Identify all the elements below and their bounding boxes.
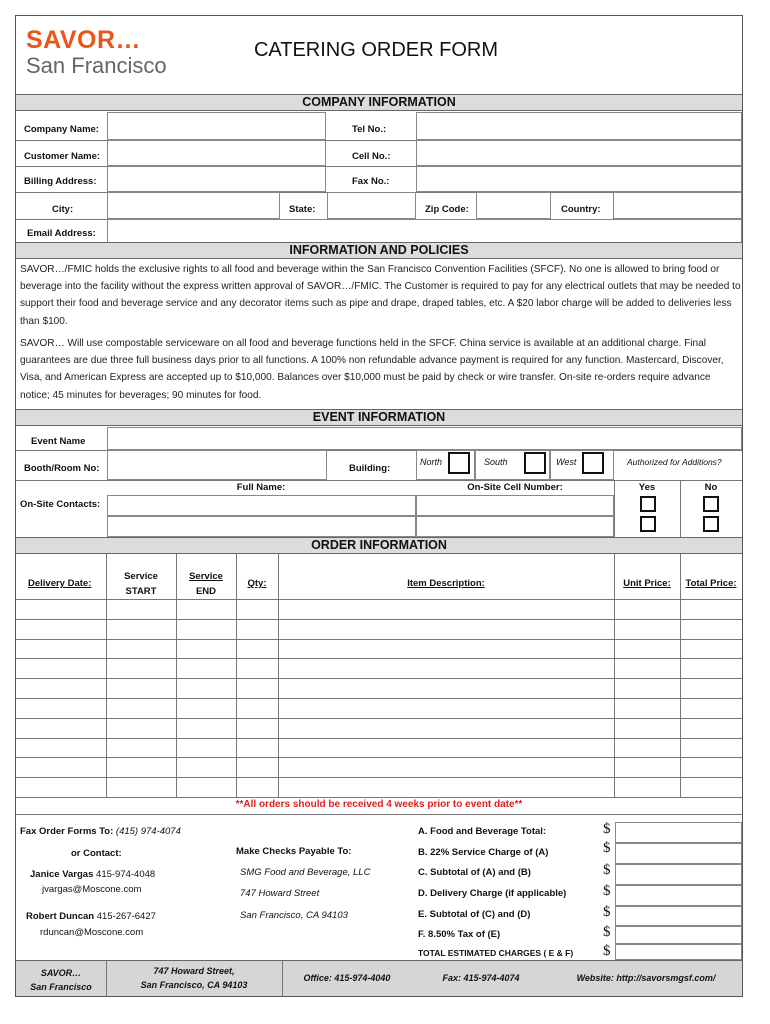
company-name-field[interactable] (107, 112, 326, 140)
company-name-label: Company Name: (24, 124, 99, 135)
onsite-contacts-label: On-Site Contacts: (20, 499, 101, 510)
payee-name: SMG Food and Beverage, LLC (240, 867, 371, 878)
total-a-field[interactable] (615, 822, 742, 843)
dollar-total: $ (603, 943, 611, 959)
footer-website[interactable]: Website: http://savorsmgsf.com/ (576, 973, 716, 983)
service-start-header-top: Service (124, 571, 158, 582)
or-contact-label: or Contact: (71, 848, 122, 859)
footer-address-line1: 747 Howard Street, (153, 966, 235, 976)
south-label: South (484, 457, 508, 467)
total-d-field[interactable] (615, 885, 742, 906)
page-title: CATERING ORDER FORM (253, 39, 499, 61)
contact-2-cell-field[interactable] (416, 516, 614, 537)
west-label: West (556, 457, 577, 467)
billing-address-label: Billing Address: (24, 176, 97, 187)
fax-order-number: (415) 974-4074 (115, 826, 181, 837)
zip-label: Zip Code: (425, 204, 469, 215)
fax-label: Fax No.: (352, 176, 390, 187)
billing-address-field[interactable] (107, 166, 326, 192)
city-label: City: (52, 204, 74, 215)
item-description-header: Item Description: (407, 578, 485, 589)
payee-city: San Francisco, CA 94103 (240, 910, 348, 921)
order-table (16, 554, 742, 797)
total-c-label: C. Subtotal of (A) and (B) (418, 867, 531, 878)
country-field[interactable] (613, 192, 742, 219)
dollar-d: $ (603, 883, 611, 899)
tel-label: Tel No.: (352, 124, 387, 135)
footer-office-phone: Office: 415-974-4040 (303, 973, 391, 983)
contact-2-yes-checkbox[interactable] (640, 516, 656, 532)
total-estimated-label: TOTAL ESTIMATED CHARGES ( E & F) (418, 948, 574, 958)
north-label: North (420, 457, 443, 467)
email-label: Email Address: (27, 228, 96, 239)
fax-order-line (20, 826, 181, 837)
authorized-label: Authorized for Additions? (627, 457, 722, 467)
robert-phone: 415-267-6427 (96, 911, 156, 922)
policy-paragraph-2: SAVOR… Will use compostable serviceware on all food and beverage functions held in the SFCF. China service is available at an additional charge. Final guarantees are due three full business days prior to all functions. A 100% non refundable advance payment is required for any function. Mastercard, Discover, Visa, and American Express are accepted up to $10,000. Balances over $10,000 must be paid by check or wire transfer. On-site re-orders require advance notice; 45 minutes for beverages; 90 minutes for food. (20, 338, 724, 401)
robert-name: Robert Duncan (26, 911, 95, 922)
total-c-field[interactable] (615, 864, 742, 885)
total-e-field[interactable] (615, 906, 742, 926)
event-info-header: EVENT INFORMATION (16, 409, 742, 426)
order-row[interactable] (16, 777, 742, 797)
policies-header: INFORMATION AND POLICIES (16, 242, 742, 259)
total-b-label: B. 22% Service Charge of (A) (418, 847, 549, 858)
north-checkbox[interactable] (448, 452, 470, 474)
contact-2-name-field[interactable] (107, 516, 416, 537)
service-end-header-top: Service (189, 571, 223, 582)
contact-1-yes-checkbox[interactable] (640, 496, 656, 512)
cell-field[interactable] (416, 140, 742, 166)
yes-header: Yes (638, 482, 656, 493)
order-row[interactable] (16, 639, 742, 659)
order-deadline-notice: **All orders should be received 4 weeks prior to event date** (235, 799, 523, 810)
contact-1-no-checkbox[interactable] (703, 496, 719, 512)
order-row[interactable] (16, 678, 742, 698)
logo-san-francisco: San Francisco (26, 53, 167, 78)
order-row[interactable] (16, 599, 742, 619)
janice-line (30, 869, 155, 880)
tel-field[interactable] (416, 112, 742, 140)
logo (26, 26, 196, 88)
city-field[interactable] (107, 192, 280, 219)
total-price-header: Total Price: (685, 578, 737, 589)
order-row[interactable] (16, 619, 742, 639)
customer-name-label: Customer Name: (24, 151, 101, 162)
full-name-header: Full Name: (236, 482, 286, 493)
total-estimated-field[interactable] (615, 944, 742, 960)
total-e-label: E. Subtotal of (C) and (D) (418, 909, 531, 920)
dollar-a: $ (603, 821, 611, 837)
south-checkbox[interactable] (524, 452, 546, 474)
order-row[interactable] (16, 658, 742, 678)
order-row[interactable] (16, 757, 742, 777)
contact-1-cell-field[interactable] (416, 495, 614, 516)
total-d-label: D. Delivery Charge (if applicable) (418, 888, 567, 899)
qty-header: Qty: (247, 578, 267, 589)
state-field[interactable] (327, 192, 416, 219)
service-start-header-bottom: START (125, 586, 157, 597)
fax-field[interactable] (416, 166, 742, 192)
order-row[interactable] (16, 738, 742, 758)
total-f-field[interactable] (615, 926, 742, 944)
footer-address-line2: San Francisco, CA 94103 (140, 980, 248, 990)
footer (16, 960, 742, 996)
dollar-c: $ (603, 862, 611, 878)
total-f-label: F. 8.50% Tax of (E) (418, 929, 501, 940)
dollar-b: $ (603, 840, 611, 856)
customer-name-field[interactable] (107, 140, 326, 166)
robert-line (26, 911, 156, 922)
order-info-header: ORDER INFORMATION (16, 537, 742, 554)
onsite-cell-header: On-Site Cell Number: (467, 482, 563, 493)
total-a-label: A. Food and Beverage Total: (418, 826, 547, 837)
order-row[interactable] (16, 718, 742, 738)
west-checkbox[interactable] (582, 452, 604, 474)
email-field[interactable] (107, 219, 742, 243)
contact-2-no-checkbox[interactable] (703, 516, 719, 532)
payee-street: 747 Howard Street (240, 888, 320, 899)
state-label: State: (289, 204, 316, 215)
total-b-field[interactable] (615, 843, 742, 864)
footer-fax: Fax: 415-974-4074 (442, 973, 520, 983)
booth-field[interactable] (107, 450, 327, 480)
robert-email[interactable]: rduncan@Moscone.com (40, 927, 144, 938)
checks-payable-label: Make Checks Payable To: (236, 846, 352, 857)
footer-brand-line1: SAVOR… (40, 968, 82, 978)
booth-label: Booth/Room No: (24, 463, 100, 474)
dollar-f: $ (603, 924, 611, 940)
company-info-header: COMPANY INFORMATION (16, 94, 742, 111)
unit-price-header: Unit Price: (623, 578, 671, 589)
fax-order-label: Fax Order Forms To: (20, 826, 114, 837)
dollar-e: $ (603, 904, 611, 920)
event-name-label: Event Name (31, 436, 86, 447)
building-label: Building: (349, 463, 391, 474)
order-row[interactable] (16, 698, 742, 718)
logo-savor: SAVOR… (26, 26, 142, 54)
policy-paragraph-1: SAVOR…/FMIC holds the exclusive rights to all food and beverage within the San Francisco Convention Facilities (SFCF). No one is allowed to bring food or beverage into the facility without the express written approval of SAVOR…/FMIC. The Customer is required to pay for any electrical outlets that may be needed to support their food and beverage service and any decorator items such as pipe and drape, draped tables, etc. A $20 labor charge will be added to deliveries less than $100. (20, 264, 741, 327)
no-header: No (704, 482, 718, 493)
janice-phone: 415-974-4048 (96, 869, 156, 880)
zip-field[interactable] (476, 192, 551, 219)
contact-1-name-field[interactable] (107, 495, 416, 516)
service-end-header-bottom: END (195, 586, 217, 597)
janice-name: Janice Vargas (30, 869, 94, 880)
cell-label: Cell No.: (352, 151, 391, 162)
footer-brand-line2: San Francisco (30, 982, 92, 992)
country-label: Country: (561, 204, 601, 215)
catering-order-form (15, 15, 743, 997)
delivery-date-header: Delivery Date: (28, 578, 92, 589)
event-name-field[interactable] (107, 427, 742, 450)
janice-email[interactable]: jvargas@Moscone.com (42, 884, 142, 895)
